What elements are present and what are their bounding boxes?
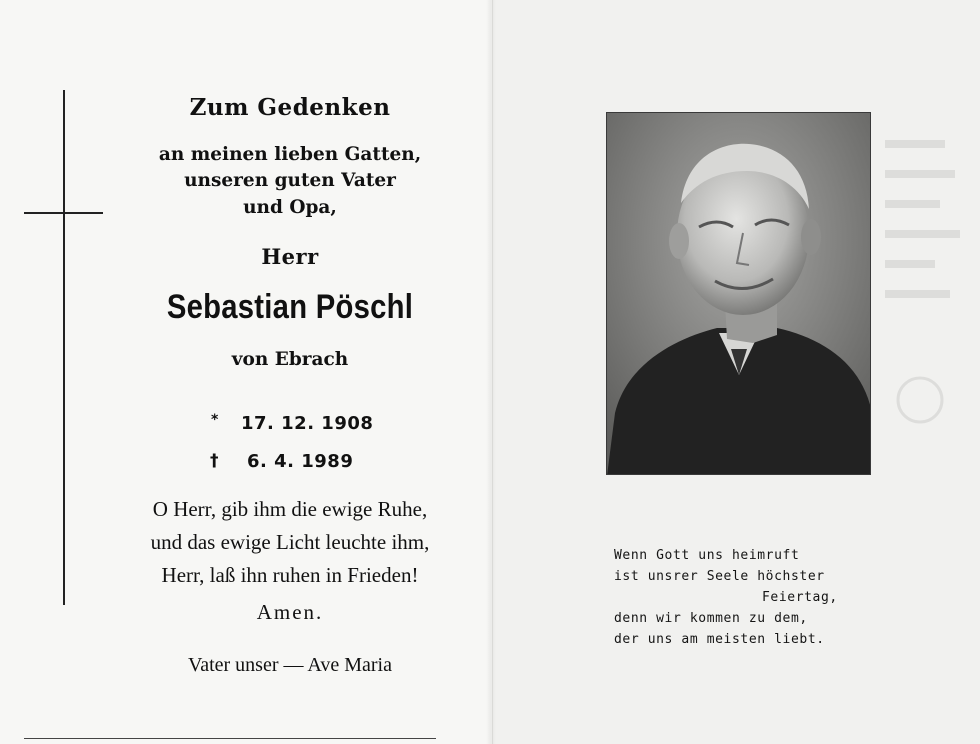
portrait-photo (606, 112, 871, 475)
honorific: Herr (261, 244, 319, 269)
verse-line: ist unsrer Seele höchster (614, 569, 825, 584)
closing-prayers: Vater unser — Ave Maria (187, 654, 392, 676)
cross-icon (63, 90, 65, 605)
show-through-text (880, 130, 970, 430)
memorial-text (100, 0, 480, 744)
verse-line: denn wir kommen zu dem, (614, 611, 808, 626)
verse-line: Feiertag, (762, 590, 838, 605)
card-fold (486, 0, 496, 744)
prayer-line: O Herr, gib ihm die ewige Ruhe, (152, 497, 428, 521)
prayer-line: und das ewige Licht leuchte ihm, (150, 530, 430, 554)
deceased-name: Sebastian Pöschl (166, 288, 414, 326)
dedication-line: an meinen lieben Gatten, (158, 144, 422, 165)
amen: Amen. (256, 600, 324, 624)
death-date: 6. 4. 1989 (247, 451, 354, 472)
memorial-title: Zum Gedenken (189, 94, 391, 121)
prayer-line: Herr, laß ihn ruhen in Frieden! (161, 563, 419, 587)
birth-date: 17. 12. 1908 (241, 413, 374, 434)
dedication-line: und Opa, (243, 197, 337, 218)
dedication-line: unseren guten Vater (184, 170, 396, 191)
verse-line: der uns am meisten liebt. (614, 632, 825, 647)
cross-icon-bar (24, 212, 103, 214)
origin: von Ebrach (231, 349, 349, 370)
birth-icon: * (211, 412, 219, 428)
bottom-rule (24, 738, 436, 739)
death-cross-icon: † (210, 451, 219, 471)
verse-line: Wenn Gott uns heimruft (614, 548, 800, 563)
